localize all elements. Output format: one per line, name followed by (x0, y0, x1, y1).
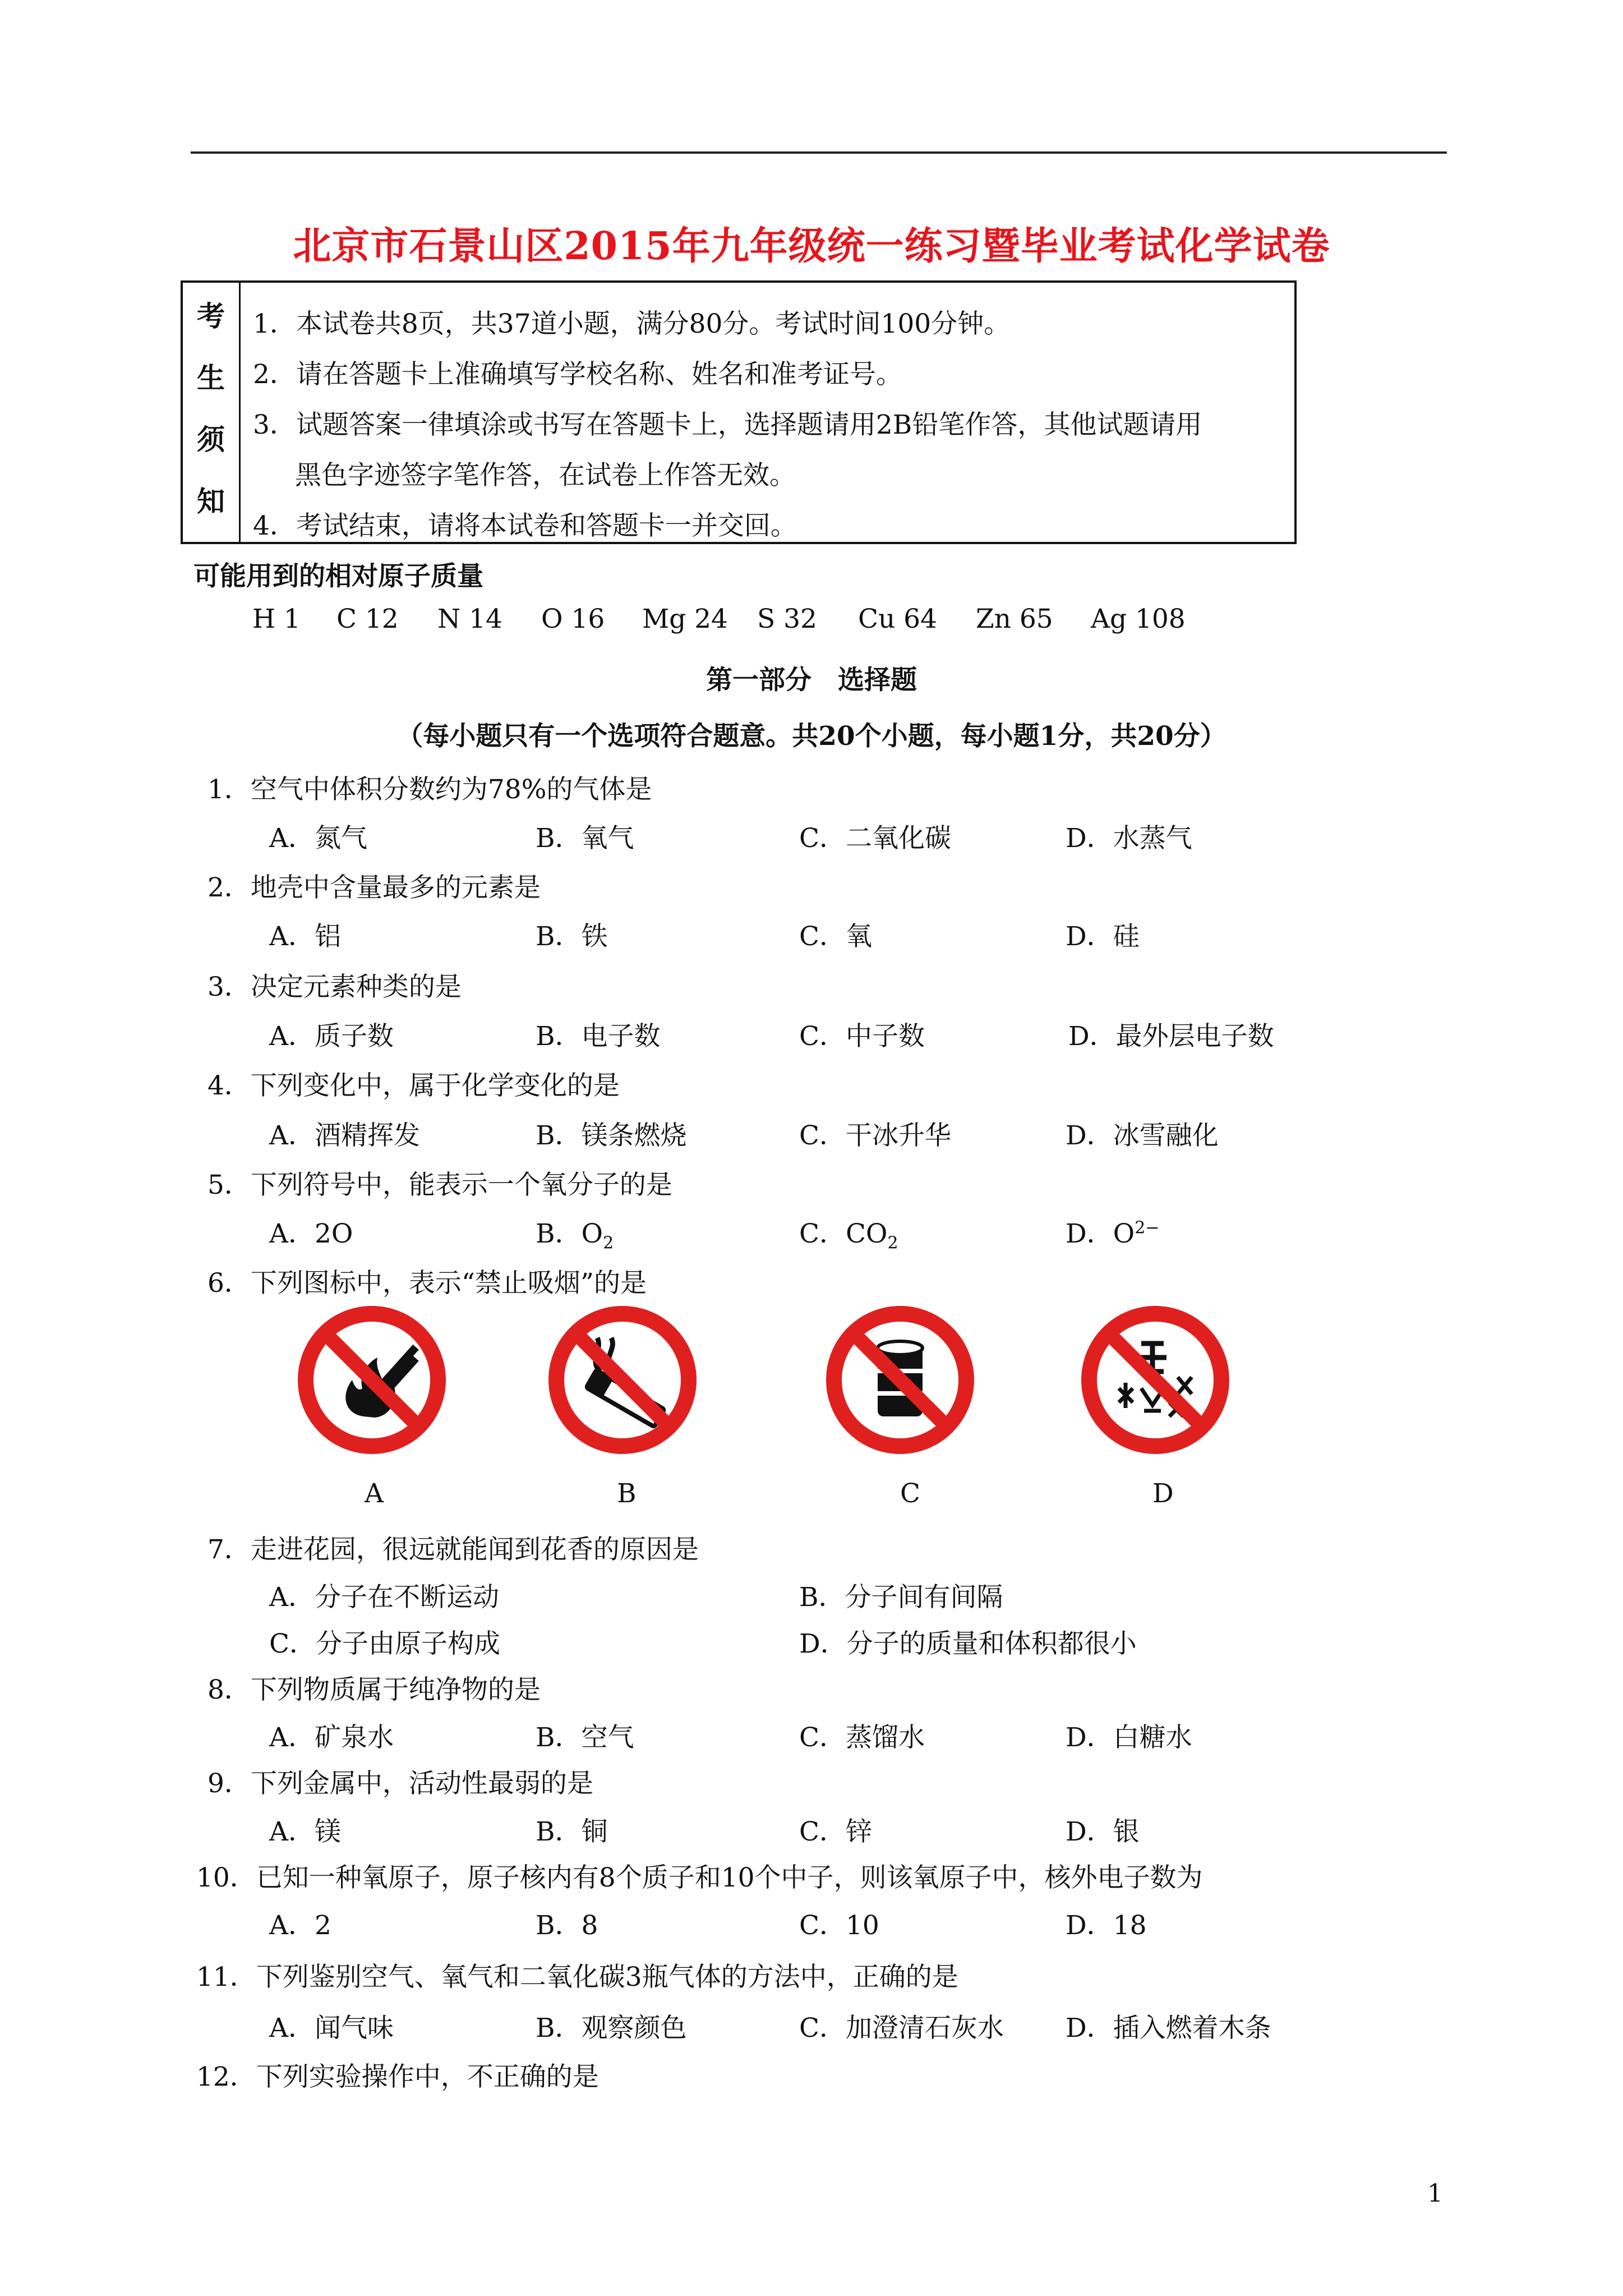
question-stem: 3．决定元素种类的是 (208, 972, 462, 1002)
notice-line: 1．本试卷共8页，共37道小题，满分80分。考试时间100分钟。 (253, 309, 1011, 339)
section-instruction: （每小题只有一个选项符合题意。共20个小题，每小题1分，共20分） (396, 721, 1227, 752)
question-option: B．氧气 (536, 823, 634, 854)
question-option: D．插入燃着木条 (1066, 2013, 1271, 2044)
question-option: B．空气 (536, 1722, 634, 1753)
header-rule (191, 151, 1447, 154)
question-option: C．锌 (799, 1816, 872, 1847)
question-option: A．2 (269, 1910, 331, 1941)
question-option: D．$O^{2-}$ (1066, 1218, 1160, 1249)
question-option: D．白糖水 (1066, 1722, 1192, 1753)
question-option: C．氧 (799, 921, 872, 952)
atomic-mass-value: Zn 65 (976, 604, 1053, 634)
question-option: C．分子由原子构成 (269, 1628, 500, 1659)
atomic-mass-value: N 14 (437, 604, 502, 634)
question-stem: 5．下列符号中，能表示一个氧分子的是 (208, 1170, 672, 1200)
question-stem: 7．走进花园，很远就能闻到花香的原因是 (208, 1534, 699, 1565)
question-option: C．$CO_2$ (799, 1218, 898, 1253)
atomic-mass-value: S 32 (757, 604, 817, 634)
question-option: B．铜 (536, 1816, 608, 1847)
atomic-mass-heading: 可能用到的相对原子质量 (193, 561, 483, 592)
question-option: B．铁 (536, 921, 608, 952)
notice-label-column (183, 283, 241, 542)
question-option: B．分子间有间隔 (799, 1582, 1003, 1613)
question-option: C．加澄清石灰水 (799, 2013, 1004, 2044)
notice-line: 2．请在答题卡上准确填写学校名称、姓名和准考证号。 (253, 359, 902, 390)
notice-label-char: 生 (197, 361, 225, 394)
question-stem: 9．下列金属中，活动性最弱的是 (208, 1768, 593, 1799)
question-option: B．镁条燃烧 (536, 1120, 687, 1151)
question-option: D．分子的质量和体积都很小 (799, 1628, 1137, 1659)
question-option: D．最外层电子数 (1068, 1021, 1274, 1052)
question-option: D．银 (1066, 1816, 1140, 1847)
notice-line: 黑色字迹签字笔作答，在试卷上作答无效。 (295, 460, 796, 491)
question-stem: 4．下列变化中，属于化学变化的是 (208, 1070, 620, 1101)
image-label: A (365, 1478, 384, 1509)
question-option: C．二氧化碳 (799, 823, 951, 854)
question-option: B．$O_2$ (536, 1218, 614, 1253)
question-stem: 11．下列鉴别空气、氧气和二氧化碳3瓶气体的方法中，正确的是 (196, 1962, 958, 1993)
page-number: 1 (1427, 2179, 1443, 2208)
question-stem: 8．下列物质属于纯净物的是 (208, 1674, 541, 1705)
question-stem: 12．下列实验操作中，不正确的是 (196, 2062, 599, 2092)
question-option: B．观察颜色 (536, 2013, 687, 2044)
question-option: C．蒸馏水 (799, 1722, 925, 1753)
subscript: 2 (603, 1233, 614, 1253)
question-stem: 1．空气中体积分数约为78%的气体是 (208, 774, 652, 805)
no-fireworks-sign-icon (1080, 1304, 1231, 1456)
question-option: A．质子数 (269, 1021, 394, 1052)
question-option: C．10 (799, 1910, 879, 1941)
notice-label-char: 考 (197, 300, 225, 333)
notice-line: 3．试题答案一律填涂或书写在答题卡上，选择题请用2B铅笔作答，其他试题请用 (253, 409, 1202, 440)
question-stem: 10．已知一种氧原子，原子核内有8个质子和10个中子，则该氧原子中，核外电子数为 (196, 1862, 1203, 1893)
question-option: C．中子数 (799, 1021, 925, 1052)
question-option: A．分子在不断运动 (269, 1582, 499, 1613)
question-stem: 6．下列图标中，表示“禁止吸烟”的是 (208, 1268, 647, 1299)
question-option: D．18 (1066, 1910, 1147, 1941)
question-stem: 2．地壳中含量最多的元素是 (208, 872, 541, 903)
question-option: A．矿泉水 (269, 1722, 394, 1753)
image-label: D (1152, 1478, 1174, 1509)
question-option: B．8 (536, 1910, 598, 1941)
section-title: 第一部分 选择题 (706, 665, 917, 696)
question-option: A．酒精挥发 (269, 1120, 420, 1151)
image-label: C (900, 1478, 920, 1509)
prohibited-barrel-sign-icon (824, 1304, 976, 1456)
no-smoking-sign-icon (547, 1304, 698, 1456)
question-option: A．闻气味 (269, 2013, 394, 2044)
no-open-flame-sign-icon (296, 1304, 448, 1456)
notice-label-char: 须 (197, 423, 225, 456)
question-option: C．干冰升华 (799, 1120, 951, 1151)
notice-box (181, 280, 1297, 544)
atomic-mass-value: Cu 64 (858, 604, 937, 634)
subscript: 2 (887, 1233, 898, 1253)
question-option: A．铝 (269, 921, 341, 952)
question-option: A．镁 (269, 1816, 341, 1847)
superscript: 2− (1135, 1218, 1160, 1238)
atomic-mass-value: O 16 (541, 604, 605, 634)
question-option: A．2O (269, 1218, 353, 1249)
atomic-mass-value: H 1 (252, 604, 301, 634)
question-option: B．电子数 (536, 1021, 661, 1052)
atomic-mass-value: C 12 (336, 604, 399, 634)
atomic-mass-value: Ag 108 (1091, 604, 1186, 634)
question-option: D．冰雪融化 (1066, 1120, 1219, 1151)
question-option: A．氮气 (269, 823, 367, 854)
image-label: B (617, 1478, 637, 1509)
question-option: D．硅 (1066, 921, 1140, 952)
notice-label-char: 知 (197, 485, 225, 518)
notice-line: 4．考试结束，请将本试卷和答题卡一并交回。 (253, 510, 797, 541)
question-option: D．水蒸气 (1066, 823, 1192, 854)
atomic-mass-value: Mg 24 (642, 604, 728, 634)
exam-title: 北京市石景山区2015年九年级统一练习暨毕业考试化学试卷 (293, 224, 1330, 269)
